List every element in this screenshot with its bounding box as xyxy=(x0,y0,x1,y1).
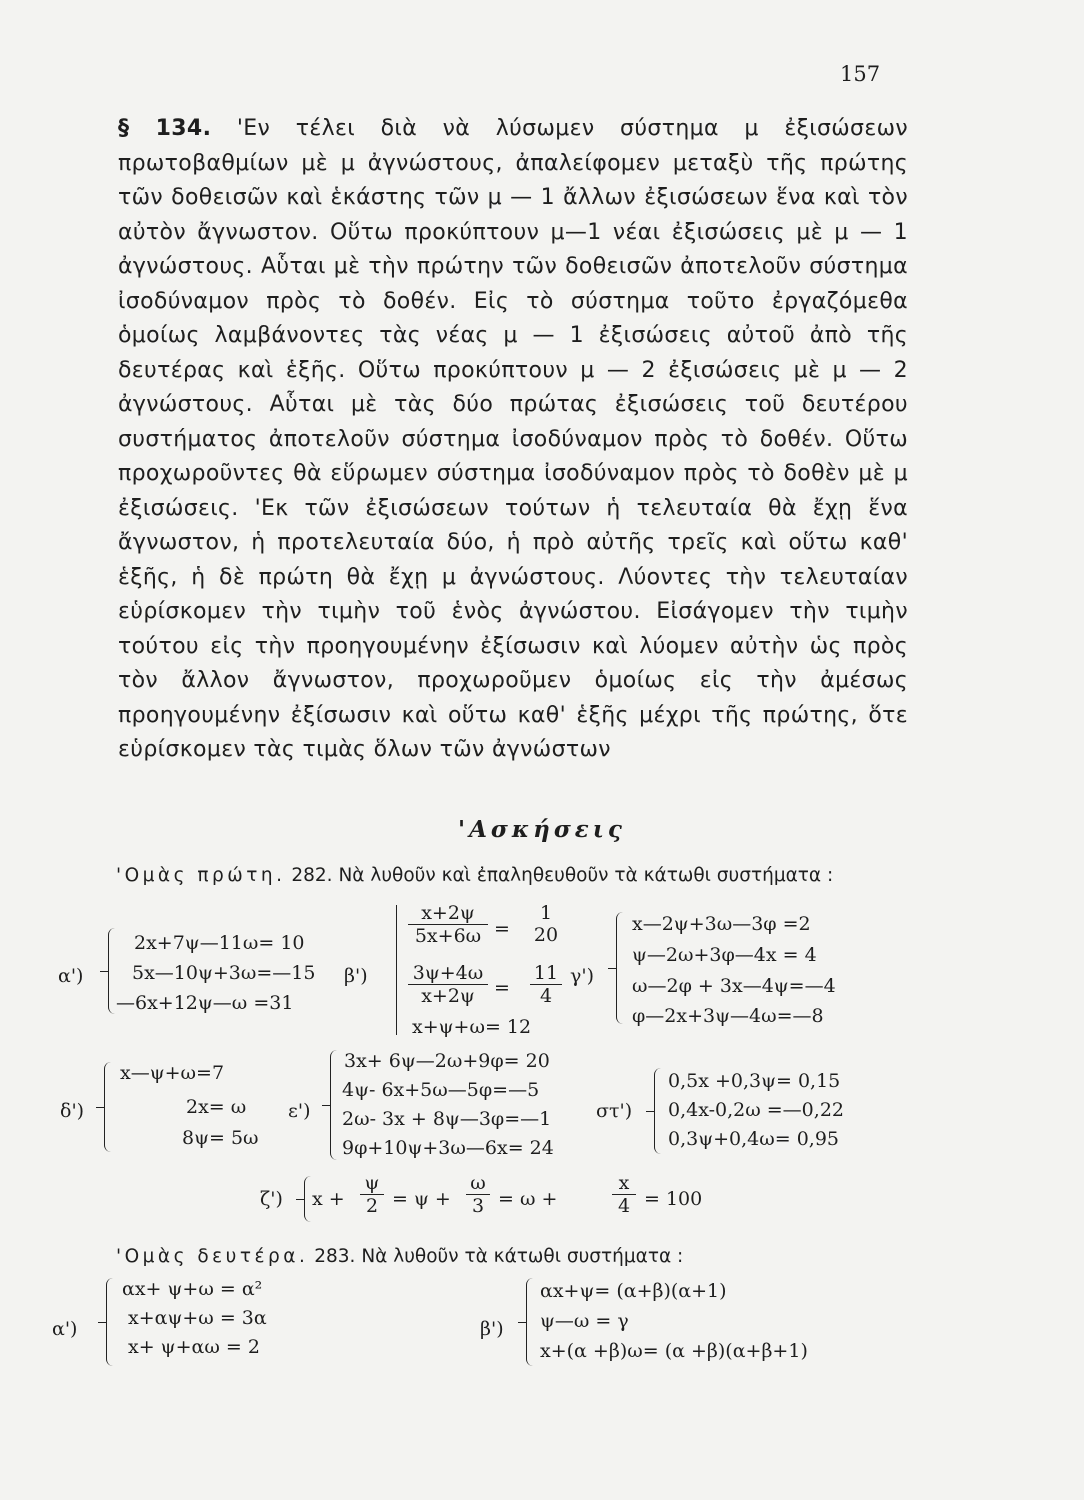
brace-a-283 xyxy=(106,1278,113,1366)
sys-z-frac-3-den: 4 xyxy=(617,1195,631,1217)
page-number: 157 xyxy=(840,62,881,86)
label-e: ε') xyxy=(288,1100,311,1122)
label-c: γ') xyxy=(570,965,594,987)
sys-c-eq-3: ω—2φ + 3x—4ψ=—4 xyxy=(632,975,836,997)
sys-e-eq-2: 4ψ- 6x+5ω—5φ=—5 xyxy=(342,1079,540,1101)
sys-z-term-3: = ω + xyxy=(498,1188,558,1210)
label-st: στ') xyxy=(596,1100,633,1122)
sys-b-equals-2: = xyxy=(494,977,510,999)
group-one-line xyxy=(116,865,833,886)
sys-a2-eq-1: αx+ ψ+ω = α² xyxy=(122,1278,263,1300)
sys-b-rhs-2-num: 11 xyxy=(530,962,562,985)
sys-z-term-2: = ψ + xyxy=(392,1188,451,1210)
sys-b-eq-3: x+ψ+ω= 12 xyxy=(412,1016,532,1038)
sys-z-frac-2-num: ω xyxy=(466,1172,490,1195)
sys-b-equals-1: = xyxy=(494,918,510,940)
sys-z-frac-1-den: 2 xyxy=(365,1195,379,1217)
sys-b-rhs-1-num: 1 xyxy=(539,902,553,924)
label-a: α') xyxy=(58,965,84,987)
sys-z-frac-2-den: 3 xyxy=(471,1195,485,1217)
brace-b-283 xyxy=(526,1278,533,1366)
sys-d-eq-1: x—ψ+ω=7 xyxy=(120,1062,225,1084)
brace-z xyxy=(304,1176,311,1222)
group-two-label: 'Ομὰς δευτέρα. xyxy=(116,1246,309,1267)
sys-z-frac-1-num: ψ xyxy=(360,1172,384,1195)
sys-st-eq-2: 0,4x-0,2ω =—0,22 xyxy=(668,1099,844,1121)
sys-a-eq-1: 2x+7ψ—11ω= 10 xyxy=(134,932,305,954)
sys-d-eq-3: 8ψ= 5ω xyxy=(182,1127,259,1149)
sys-b-frac-1-num: x+2ψ xyxy=(408,902,488,925)
sys-a2-eq-3: x+ ψ+αω = 2 xyxy=(128,1336,260,1358)
brace-e xyxy=(330,1050,337,1160)
paragraph-text: 'Εν τέλει διὰ νὰ λύσωμεν σύστημα μ ἐξισώσεων πρωτοβαθμίων μὲ μ ἀγνώστους, ἀπαλείφομεν μεταξὺ τῆς πρώτης τῶν δοθεισῶν καὶ ἑκάστης τῶν μ — 1 ἄλλων ἐξισώσεων ἕνα καὶ τὸν αὐτὸν ἄγνωστον. Οὕτω προκύπτουν μ—1 νέαι ἐξισώσεις μὲ μ — 1 ἀγνώστους. Αὗται μὲ τὴν πρώτην τῶν δοθεισῶν ἀποτελοῦν σύστημα ἰσοδύναμον πρὸς τὸ δοθέν. Εἰς τὸ σύστημα τοῦτο ἐργαζόμεθα ὁμοίως λαμβάνοντες τὰς νέας μ — 1 ἐξισώσεις αὐτοῦ ἀπὸ τῆς δευτέρας καὶ ἑξῆς. Οὕτω προκύπτουν μ — 2 ἐξισώσεις μὲ μ — 2 ἀγνώστους. Αὗται μὲ τὰς δύο πρώτας ἐξισώσεις τοῦ δευτέρου συστήματος ἀποτελοῦν σύστημα ἰσοδύναμον πρὸς τὸ δοθέν. Οὕτω προχωροῦντες θὰ εὕρωμεν σύστημα ἰσοδύναμον πρὸς τὸ δοθὲν μὲ μ ἐξισώσεις. 'Εκ τῶν ἐξισώσεων τούτων ἡ τελευταία θὰ ἔχῃ ἕνα ἄγνωστον, ἡ προτελευταία δύο, ἡ πρὸ αὐτῆς τρεῖς καὶ οὕτω καθ' ἑξῆς, ἡ δὲ πρώτη θὰ ἔχῃ μ ἀγνώστους. Λύοντες τὴν τελευταίαν εὑρίσκομεν τὴν τιμὴν τοῦ ἑνὸς ἀγνώστου. Εἰσάγομεν τὴν τιμὴν τούτου εἰς τὴν προηγουμένην ἐξίσωσιν καὶ λύομεν αὐτὴν ὡς πρὸς τὸν ἄλλον ἄγνωστον, προχωροῦμεν ὁμοίως εἰς τὴν ἀμέσως προηγουμένην ἐξίσωσιν καὶ οὕτω καθ' ἑξῆς μέχρι τῆς πρώτης, ὅτε εὑρίσκομεν τὰς τιμὰς ὅλων τῶν ἀγνώστων xyxy=(118,116,909,762)
sys-b2-eq-1: αx+ψ= (α+β)(α+1) xyxy=(540,1280,727,1302)
brace-st xyxy=(654,1068,661,1154)
sys-e-eq-4: 9φ+10ψ+3ω—6x= 24 xyxy=(342,1137,554,1159)
sys-b2-eq-2: ψ—ω = γ xyxy=(540,1310,629,1332)
sys-e-eq-1: 3x+ 6ψ—2ω+9φ= 20 xyxy=(344,1050,550,1072)
exercise-283-number: 283. xyxy=(314,1246,356,1267)
label-b-283: β') xyxy=(480,1318,504,1340)
sys-b-rhs-1 xyxy=(530,902,562,946)
sys-z-frac-3 xyxy=(612,1172,636,1217)
sys-st-eq-3: 0,3ψ+0,4ω= 0,95 xyxy=(668,1128,840,1150)
sys-b-frac-1 xyxy=(408,902,488,947)
sys-d-eq-2: 2x= ω xyxy=(186,1096,247,1118)
section-mark: § 134. xyxy=(118,116,212,141)
sys-c-eq-2: ψ—2ω+3φ—4x = 4 xyxy=(632,944,817,966)
sys-a2-eq-2: x+αψ+ω = 3α xyxy=(128,1307,267,1329)
group-two-instruction: Νὰ λυθοῦν τὰ κάτωθι συστήματα : xyxy=(361,1246,684,1267)
sys-b-rhs-2-den: 4 xyxy=(539,985,553,1007)
sys-b-frac-2-num: 3ψ+4ω xyxy=(408,962,488,985)
sys-c-eq-4: φ—2x+3ψ—4ω=—8 xyxy=(632,1005,824,1027)
sys-b-rhs-2 xyxy=(530,962,562,1007)
group-two-line xyxy=(116,1246,683,1267)
sys-b2-eq-3: x+(α +β)ω= (α +β)(α+β+1) xyxy=(540,1340,808,1362)
brace-d xyxy=(104,1062,111,1152)
label-d: δ') xyxy=(60,1100,85,1122)
sys-c-eq-1: x—2ψ+3ω—3φ =2 xyxy=(632,913,811,935)
sys-b-frac-1-den: 5x+6ω xyxy=(414,925,482,947)
brace-a xyxy=(108,928,115,1014)
brace-b xyxy=(396,905,397,1035)
label-z: ζ') xyxy=(260,1188,283,1210)
sys-b-frac-2 xyxy=(408,962,488,1007)
sys-a-eq-3: —6x+12ψ—ω =31 xyxy=(116,992,294,1014)
section-134-paragraph xyxy=(118,112,908,768)
sys-e-eq-3: 2ω- 3x + 8ψ—3φ=—1 xyxy=(342,1108,552,1130)
sys-z-frac-2 xyxy=(466,1172,490,1217)
sys-z-frac-3-num: x xyxy=(612,1172,636,1195)
exercise-282-number: 282. xyxy=(291,865,333,886)
sys-st-eq-1: 0,5x +0,3ψ= 0,15 xyxy=(668,1070,841,1092)
sys-z-term-4: = 100 xyxy=(644,1188,703,1210)
group-one-instruction: Νὰ λυθοῦν καὶ ἐπαληθευθοῦν τὰ κάτωθι συστήματα : xyxy=(338,865,834,886)
label-a-283: α') xyxy=(52,1318,78,1340)
sys-z-term-1: x + xyxy=(312,1188,345,1210)
label-b: β') xyxy=(344,965,368,987)
brace-c xyxy=(616,912,623,1024)
sys-a-eq-2: 5x—10ψ+3ω=—15 xyxy=(132,962,316,984)
sys-b-frac-2-den: x+2ψ xyxy=(421,985,475,1007)
group-one-label: 'Ομὰς πρώτη. xyxy=(116,865,286,886)
sys-b-rhs-1-den: 20 xyxy=(533,924,559,946)
sys-z-frac-1 xyxy=(360,1172,384,1217)
exercises-heading: 'Ασκήσεις xyxy=(458,816,626,843)
